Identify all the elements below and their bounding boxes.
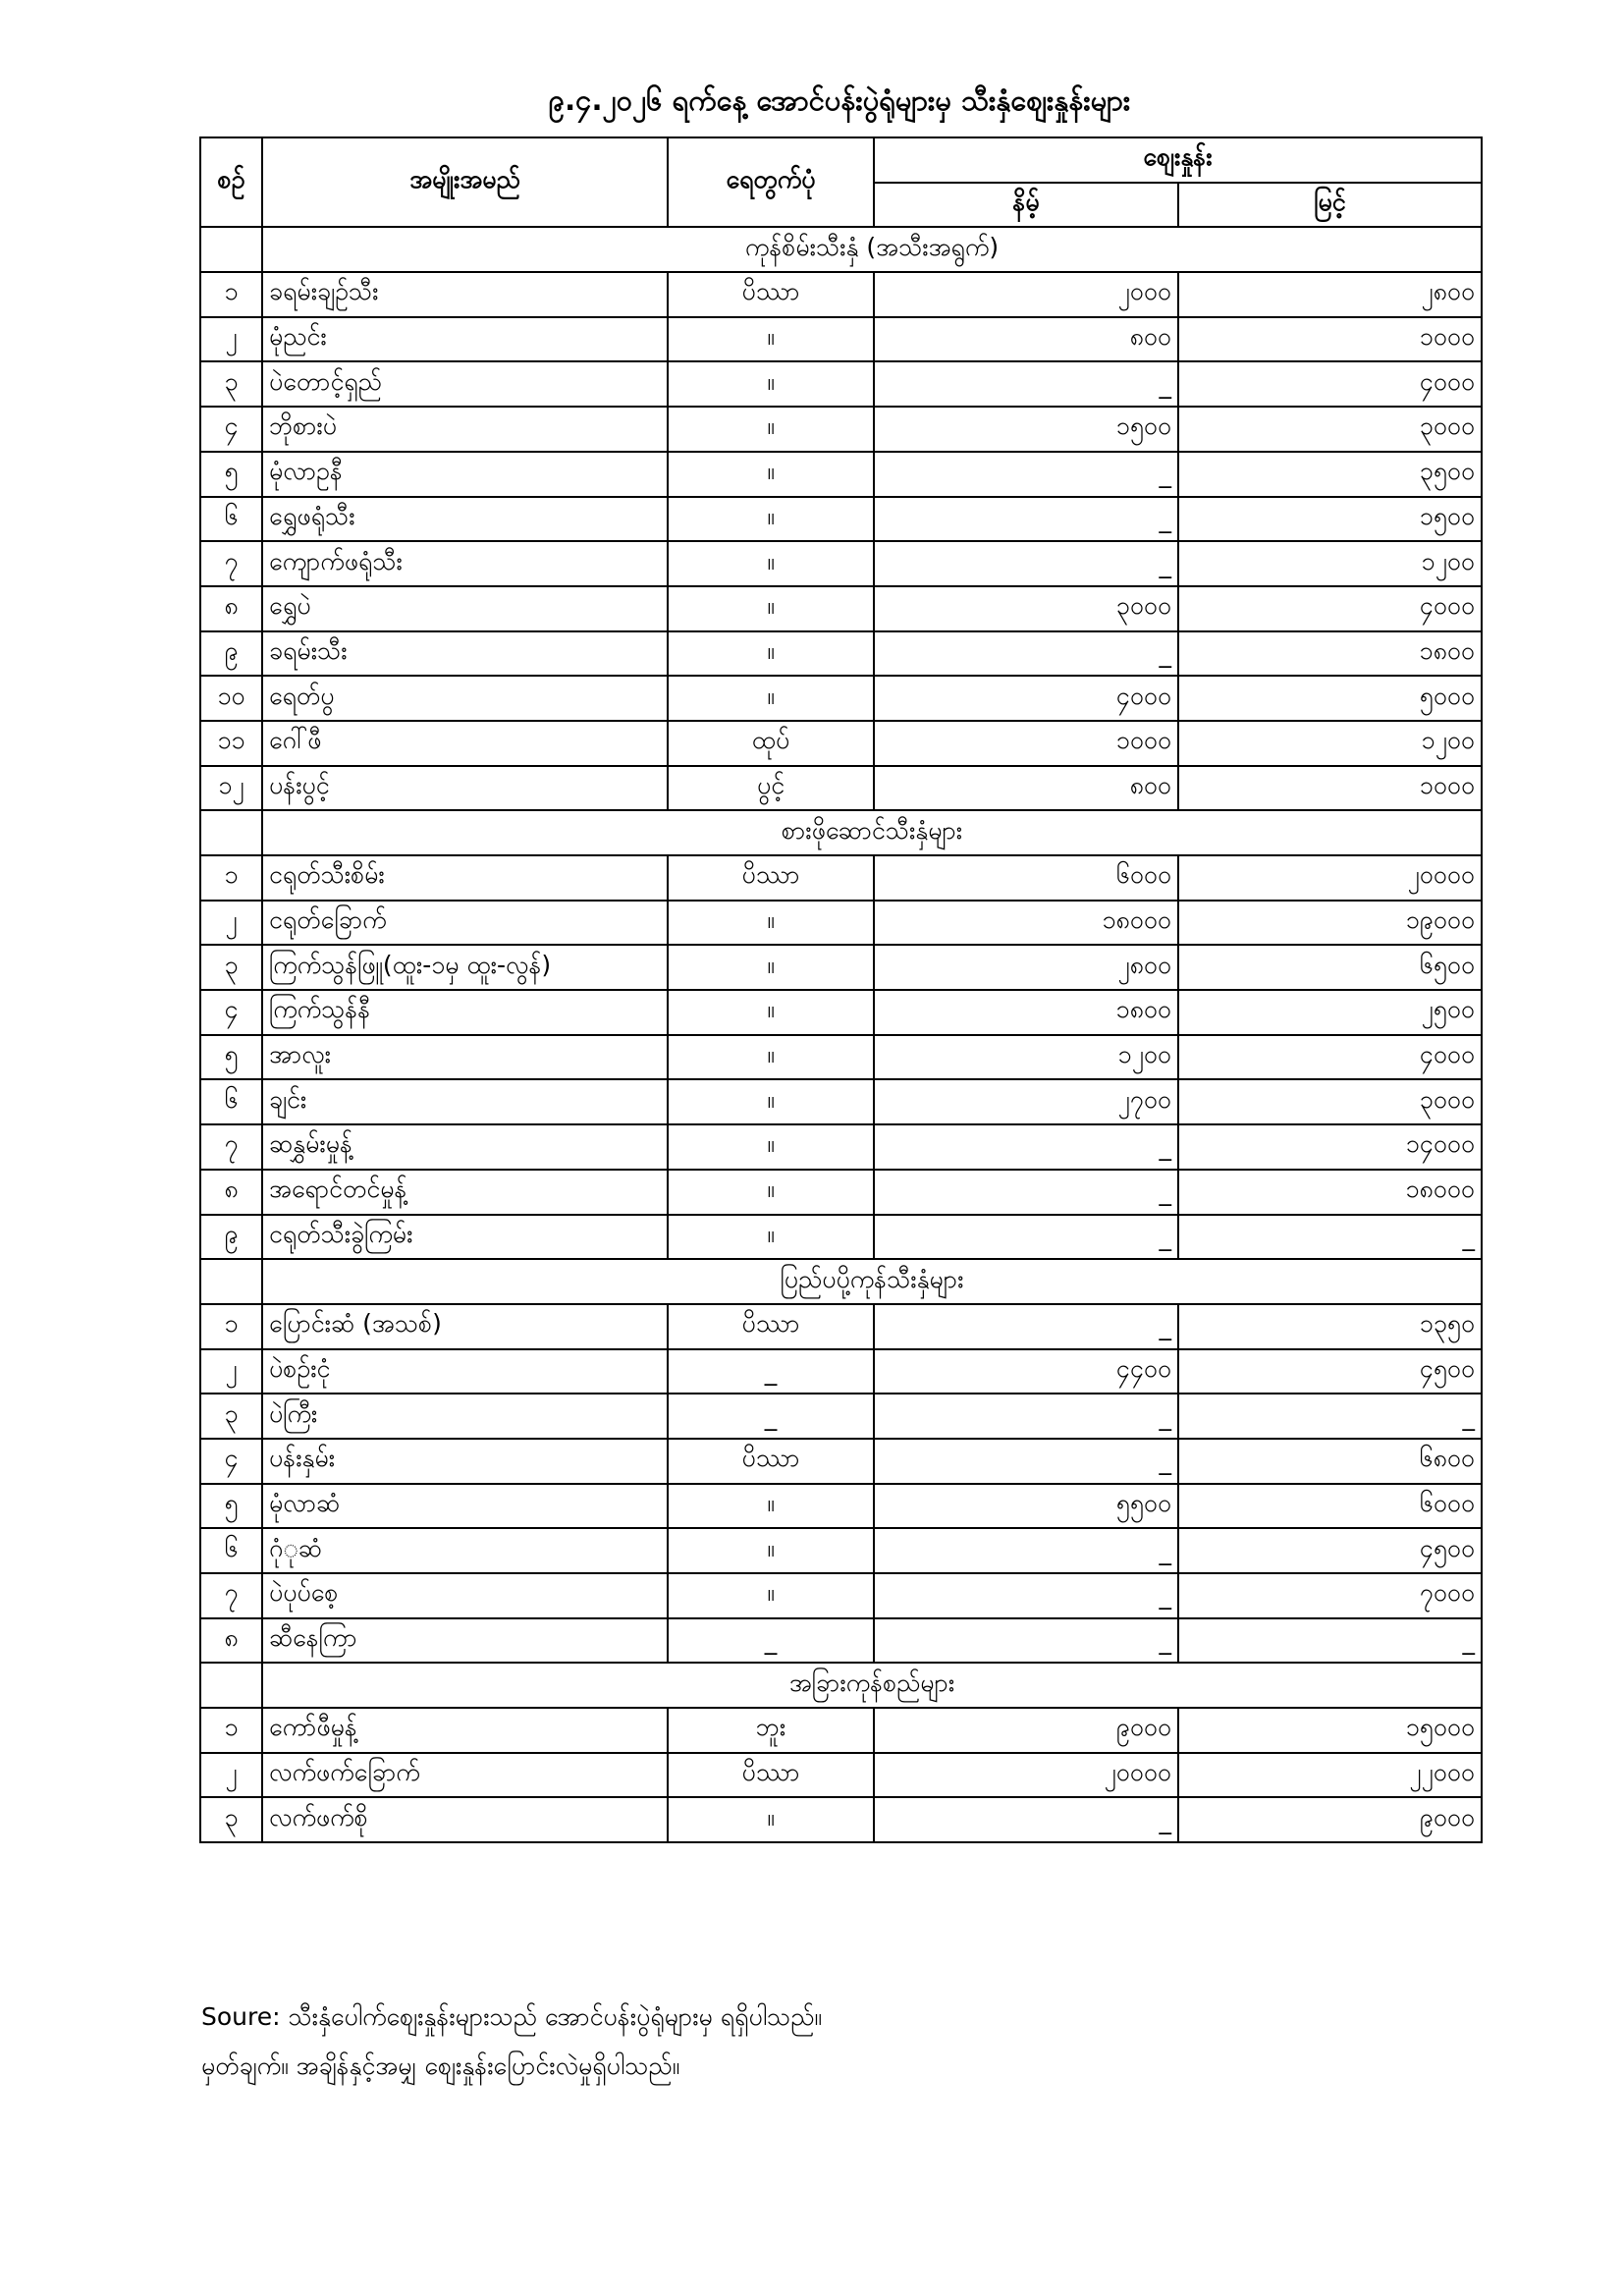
item-unit: ။	[668, 945, 874, 990]
row-number: ၅	[200, 1484, 262, 1529]
item-unit: ။	[668, 407, 874, 452]
price-low: ၁၂၀၀	[874, 1035, 1178, 1080]
header-price: စျေးနှုန်း	[874, 137, 1482, 183]
item-name: ငရုတ်သီးစိမ်း	[262, 855, 668, 901]
price-high: ၁၅၀၀၀	[1178, 1708, 1482, 1753]
price-low: _	[874, 1439, 1178, 1484]
price-high: ၅၀၀၀	[1178, 676, 1482, 721]
header-name: အမျိုးအမည်	[262, 137, 668, 227]
price-low: _	[874, 1304, 1178, 1349]
row-number: ၆	[200, 1528, 262, 1573]
item-name: အရောင်တင်မှုန့်	[262, 1170, 668, 1215]
item-name: ပဲပုပ်စေ့	[262, 1573, 668, 1618]
item-name: လက်ဖက်စို	[262, 1797, 668, 1842]
row-number: ၂	[200, 317, 262, 362]
price-high: ၂၅၀၀	[1178, 990, 1482, 1035]
item-name: ချင်း	[262, 1079, 668, 1124]
row-number: ၄	[200, 407, 262, 452]
header-no: စဉ်	[200, 137, 262, 227]
table-row	[200, 541, 1482, 586]
price-high: ၁၀၀၀	[1178, 317, 1482, 362]
row-number: ၉	[200, 1215, 262, 1260]
table-row	[200, 1035, 1482, 1080]
item-unit: ဘူး	[668, 1708, 874, 1753]
table-row	[200, 497, 1482, 542]
table-row	[200, 1394, 1482, 1439]
price-high: ၁၂၀၀	[1178, 541, 1482, 586]
row-number: ၃	[200, 361, 262, 407]
table-row	[200, 1215, 1482, 1260]
header-max: မြင့်	[1178, 183, 1482, 228]
item-name: ပန်းနှမ်း	[262, 1439, 668, 1484]
item-name: ကော်ဖီမှုန့်	[262, 1708, 668, 1753]
item-unit: ပိဿာ	[668, 1439, 874, 1484]
table-row	[200, 1124, 1482, 1170]
section-title: ပြည်ပပို့ကုန်သီးနှံများ	[262, 1259, 1482, 1304]
price-low: _	[874, 1124, 1178, 1170]
row-number: ၇	[200, 1124, 262, 1170]
price-low: ၆၀၀၀	[874, 855, 1178, 901]
price-high: _	[1178, 1618, 1482, 1664]
row-number: ၂	[200, 1349, 262, 1394]
price-high: ၃၀၀၀	[1178, 1079, 1482, 1124]
table-row	[200, 945, 1482, 990]
price-high: ၉၀၀၀	[1178, 1797, 1482, 1842]
table-row	[200, 586, 1482, 631]
remark-note: မှတ်ချက်။ အချိန်နှင့်အမျှ စျေးနှုန်းပြောင်းလဲမှုရှိပါသည်။	[201, 2051, 680, 2080]
price-low: ၉၀၀၀	[874, 1708, 1178, 1753]
header-min: နိမ့်	[874, 183, 1178, 228]
row-number: ၂	[200, 1753, 262, 1798]
item-unit: ။	[668, 1079, 874, 1124]
item-name: ရွှေဖရုံသီး	[262, 497, 668, 542]
price-high: ၃၅၀၀	[1178, 452, 1482, 497]
item-name: ရွှေပဲ	[262, 586, 668, 631]
section-header-row	[200, 1259, 1482, 1304]
price-low: ၂၀၀၀၀	[874, 1753, 1178, 1798]
section-title: ကုန်စိမ်းသီးနှံ (အသီးအရွက်)	[262, 227, 1482, 272]
table-row	[200, 452, 1482, 497]
row-number: ၄	[200, 1439, 262, 1484]
row-number: ၇	[200, 1573, 262, 1618]
price-low: ၂၇၀၀	[874, 1079, 1178, 1124]
table-row	[200, 1079, 1482, 1124]
item-name: ပဲကြီး	[262, 1394, 668, 1439]
item-unit: ။	[668, 676, 874, 721]
price-high: ၁၈၀၀၀	[1178, 1170, 1482, 1215]
table-row	[200, 721, 1482, 766]
item-name: ဆီနေကြာ	[262, 1618, 668, 1664]
section-header-row	[200, 1663, 1482, 1708]
table-row	[200, 272, 1482, 317]
price-high: ၄၀၀၀	[1178, 1035, 1482, 1080]
price-low: ၁၅၀၀	[874, 407, 1178, 452]
item-unit: _	[668, 1394, 874, 1439]
row-number: ၃	[200, 1797, 262, 1842]
row-number: ၅	[200, 1035, 262, 1080]
item-unit: ။	[668, 586, 874, 631]
price-high: ၆၀၀၀	[1178, 1484, 1482, 1529]
item-unit: ပိဿာ	[668, 272, 874, 317]
row-number: ၇	[200, 541, 262, 586]
table-row	[200, 676, 1482, 721]
price-high: ၁၉၀၀၀	[1178, 901, 1482, 946]
row-number: ၁	[200, 1304, 262, 1349]
table-row	[200, 1753, 1482, 1798]
price-low: ၃၀၀၀	[874, 586, 1178, 631]
price-low: ၈၀၀	[874, 766, 1178, 811]
item-name: ကျောက်ဖရုံသီး	[262, 541, 668, 586]
table-row	[200, 1797, 1482, 1842]
item-unit: ပိဿာ	[668, 855, 874, 901]
price-low: _	[874, 452, 1178, 497]
price-high: ၃၀၀၀	[1178, 407, 1482, 452]
item-name: ဂေါ်ဖီ	[262, 721, 668, 766]
row-number: ၈	[200, 586, 262, 631]
section-header-spacer	[200, 227, 262, 272]
table-row	[200, 317, 1482, 362]
price-high: ၁၂၀၀	[1178, 721, 1482, 766]
table-row	[200, 766, 1482, 811]
price-low: _	[874, 1528, 1178, 1573]
item-name: ပဲတောင့်ရှည်	[262, 361, 668, 407]
price-high: ၂၂၀၀၀	[1178, 1753, 1482, 1798]
table-row	[200, 361, 1482, 407]
item-unit: _	[668, 1618, 874, 1664]
section-title: စားဖိုဆောင်သီးနှံများ	[262, 810, 1482, 855]
price-high: ၁၅၀၀	[1178, 497, 1482, 542]
row-number: ၂	[200, 901, 262, 946]
item-name: ဘိုစားပဲ	[262, 407, 668, 452]
price-low: ၁၈၀၀၀	[874, 901, 1178, 946]
price-high: ၆၅၀၀	[1178, 945, 1482, 990]
price-high: ၁၃၅၀	[1178, 1304, 1482, 1349]
table-row	[200, 855, 1482, 901]
item-unit: ပိဿာ	[668, 1304, 874, 1349]
header-unit: ရေတွက်ပုံ	[668, 137, 874, 227]
table-row	[200, 1170, 1482, 1215]
price-high: _	[1178, 1394, 1482, 1439]
price-high: ၁၈၀၀	[1178, 631, 1482, 677]
item-unit: ။	[668, 901, 874, 946]
price-high: ၄၅၀၀	[1178, 1528, 1482, 1573]
price-low: _	[874, 1797, 1178, 1842]
item-name: ငရုတ်ခြောက်	[262, 901, 668, 946]
table-row	[200, 407, 1482, 452]
row-number: ၆	[200, 1079, 262, 1124]
item-unit: ။	[668, 1215, 874, 1260]
price-high: _	[1178, 1215, 1482, 1260]
item-unit: ထုပ်	[668, 721, 874, 766]
row-number: ၉	[200, 631, 262, 677]
section-header-spacer	[200, 1259, 262, 1304]
price-high: ၂၀၀၀၀	[1178, 855, 1482, 901]
row-number: ၅	[200, 452, 262, 497]
row-number: ၁၂	[200, 766, 262, 811]
table-row	[200, 901, 1482, 946]
item-unit: ။	[668, 1170, 874, 1215]
price-table	[199, 137, 1483, 1843]
price-low: ၄၄၀၀	[874, 1349, 1178, 1394]
row-number: ၈	[200, 1170, 262, 1215]
item-name: ပန်းပွင့်	[262, 766, 668, 811]
item-name: ဆနွှမ်းမှုန့်	[262, 1124, 668, 1170]
price-high: ၄၀၀၀	[1178, 361, 1482, 407]
item-unit: ။	[668, 497, 874, 542]
source-note: Soure: သီးနှံပေါက်စျေးနှုန်းများသည် အောင်ပန်းပွဲရုံများမှ ရရှိပါသည်။	[201, 2002, 822, 2031]
price-low: _	[874, 1215, 1178, 1260]
item-name: ရေတ်ပွ	[262, 676, 668, 721]
price-low: _	[874, 1394, 1178, 1439]
price-low: _	[874, 1573, 1178, 1618]
price-high: ၂၈၀၀	[1178, 272, 1482, 317]
table-row	[200, 1304, 1482, 1349]
item-name: ခရမ်းသီး	[262, 631, 668, 677]
row-number: ၄	[200, 990, 262, 1035]
table-header	[200, 137, 1482, 227]
item-name: မုံညင်း	[262, 317, 668, 362]
item-unit: ပိဿာ	[668, 1753, 874, 1798]
item-unit: ပွင့်	[668, 766, 874, 811]
table-row	[200, 1484, 1482, 1529]
section-header-spacer	[200, 1663, 262, 1708]
price-high: ၆၈၀၀	[1178, 1439, 1482, 1484]
section-header-spacer	[200, 810, 262, 855]
price-low: _	[874, 631, 1178, 677]
table-row	[200, 1439, 1482, 1484]
table-row	[200, 631, 1482, 677]
table-row	[200, 990, 1482, 1035]
row-number: ၁	[200, 272, 262, 317]
page-title: ၉.၄.၂၀၂၆ ရက်နေ့ အောင်ပန်းပွဲရုံများမှ သီးနှံစျေးနှုန်းများ	[548, 83, 1131, 117]
item-unit: ။	[668, 1124, 874, 1170]
table-row	[200, 1528, 1482, 1573]
table-row	[200, 1618, 1482, 1664]
item-name: ငရုတ်သီးခွဲကြမ်း	[262, 1215, 668, 1260]
price-low: _	[874, 1618, 1178, 1664]
item-unit: ။	[668, 317, 874, 362]
item-unit: ။	[668, 1573, 874, 1618]
price-low: ၂၀၀၀	[874, 272, 1178, 317]
row-number: ၁	[200, 855, 262, 901]
row-number: ၁၁	[200, 721, 262, 766]
item-unit: ။	[668, 1797, 874, 1842]
table-row	[200, 1708, 1482, 1753]
section-header-row	[200, 227, 1482, 272]
row-number: ၈	[200, 1618, 262, 1664]
price-high: ၁၀၀၀	[1178, 766, 1482, 811]
price-low: ၈၀၀	[874, 317, 1178, 362]
item-name: အာလူး	[262, 1035, 668, 1080]
item-unit: ။	[668, 361, 874, 407]
item-unit: ။	[668, 452, 874, 497]
item-name: ခရမ်းချဉ်သီး	[262, 272, 668, 317]
item-name: လက်ဖက်ခြောက်	[262, 1753, 668, 1798]
item-unit: ။	[668, 990, 874, 1035]
item-unit: ။	[668, 541, 874, 586]
item-name: ကြက်သွန်ဖြူ(ထူး-၁မှ ထူး-လွန်)	[262, 945, 668, 990]
price-low: ၁၈၀၀	[874, 990, 1178, 1035]
price-high: ၁၄၀၀၀	[1178, 1124, 1482, 1170]
price-low: ၄၀၀၀	[874, 676, 1178, 721]
row-number: ၁၀	[200, 676, 262, 721]
item-name: ပဲစဉ်းငုံ	[262, 1349, 668, 1394]
price-low: ၂၈၀၀	[874, 945, 1178, 990]
price-low: _	[874, 541, 1178, 586]
table-body	[200, 227, 1482, 1842]
row-number: ၃	[200, 1394, 262, 1439]
section-title: အခြားကုန်စည်များ	[262, 1663, 1482, 1708]
price-low: _	[874, 497, 1178, 542]
price-high: ၄၅၀၀	[1178, 1349, 1482, 1394]
item-unit: ။	[668, 1528, 874, 1573]
row-number: ၁	[200, 1708, 262, 1753]
item-name: မုံလာဆံ	[262, 1484, 668, 1529]
section-header-row	[200, 810, 1482, 855]
item-name: ဂုံုဆံ	[262, 1528, 668, 1573]
item-unit: ။	[668, 631, 874, 677]
item-unit: ။	[668, 1484, 874, 1529]
item-unit: _	[668, 1349, 874, 1394]
price-low: _	[874, 361, 1178, 407]
item-name: ပြောင်းဆံ (အသစ်)	[262, 1304, 668, 1349]
row-number: ၃	[200, 945, 262, 990]
table-row	[200, 1573, 1482, 1618]
table-row	[200, 1349, 1482, 1394]
price-low: ၅၅၀၀	[874, 1484, 1178, 1529]
price-high: ၇၀၀၀	[1178, 1573, 1482, 1618]
price-low: _	[874, 1170, 1178, 1215]
item-unit: ။	[668, 1035, 874, 1080]
price-low: ၁၀၀၀	[874, 721, 1178, 766]
item-name: မုံလာဥနီ	[262, 452, 668, 497]
price-high: ၄၀၀၀	[1178, 586, 1482, 631]
item-name: ကြက်သွန်နီ	[262, 990, 668, 1035]
row-number: ၆	[200, 497, 262, 542]
